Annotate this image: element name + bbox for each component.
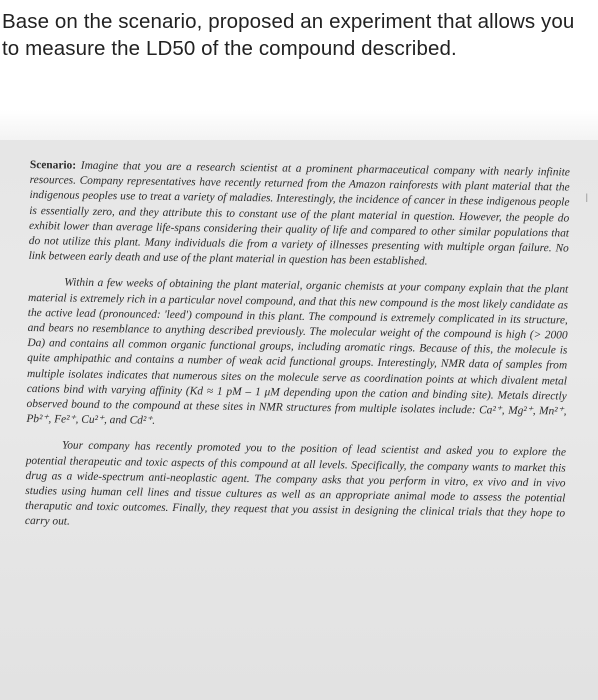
paragraph-1-text: Imagine that you are a research scientist at a prominent pharmaceutical company with nearly infinite resources. Company representatives have recently returned from the Amazon rainforests with plant material that the indigenous peoples use to treat a variety of maladies. Interestingly, the incidence of cancer in these indigenous people is essentially zero, and they attribute this to constant use of the plant material in question. However, the people do exhibit lower than average life-spans considering their quality of life and compared to other similar populations that do not utilize this plant. Many individuals die from a variety of illnesses presenting with multiple organ failure. No link between early death and use of the plant material in question has been established. [28, 159, 570, 268]
scanned-page-photo [0, 140, 598, 700]
question-text: Base on the scenario, proposed an experiment that allows you to measure the LD50 of the compound described. [2, 10, 575, 60]
scenario-label: Scenario: [29, 158, 77, 172]
scenario-text [25, 158, 570, 550]
scenario-paragraph-3: Your company has recently promoted you to the position of lead scientist and asked you to explore the potential therapeutic and toxic aspects of this compound at all levels. Specifically, the company wants to market this drug as a wide-spectrum anti-neoplastic agent. The company asks that you perform in vitro, ex vivo and in vivo studies using human cell lines and tissue cultures as well as an appropriate animal mode to assess the potential theraputic and toxic outcomes. Finally, they request that you assist in designing the clinical trials that they hope to carry out. [24, 439, 567, 529]
margin-mark: | [585, 192, 588, 202]
scenario-paragraph-2: Within a few weeks of obtaining the plant material, organic chemists at your company explain that the plant material is extremely rich in a particular novel compound, and that this new compound is the most likely candidate as the active lead (pronounced: 'leed') compound in this plant. The compound is extremely complicated in its structure, and bears no resemblance to anything described previously. The molecular weight of the compound is high (> 2000 Da) and contains all common organic functional groups, including aromatic rings. Because of this, the molecule is quite amphipathic and contains a number of weak acid functional groups. Interestingly, NMR data of samples from multiple isolates indicates that numerous sites on the molecule serve as coordination points at which divalent metal cations bind with varying affinity (Kd ≈ 1 pM – 1 μM depending upon the cation and binding site). Metals directly observed bound to the compound at these sites in NMR structures from multiple isolates include: Ca²⁺, Mg²⁺, Mn²⁺, Pb²⁺, Fe²⁺, Cu²⁺, and Cd²⁺. [26, 276, 569, 428]
scenario-paragraph-1 [29, 158, 570, 272]
